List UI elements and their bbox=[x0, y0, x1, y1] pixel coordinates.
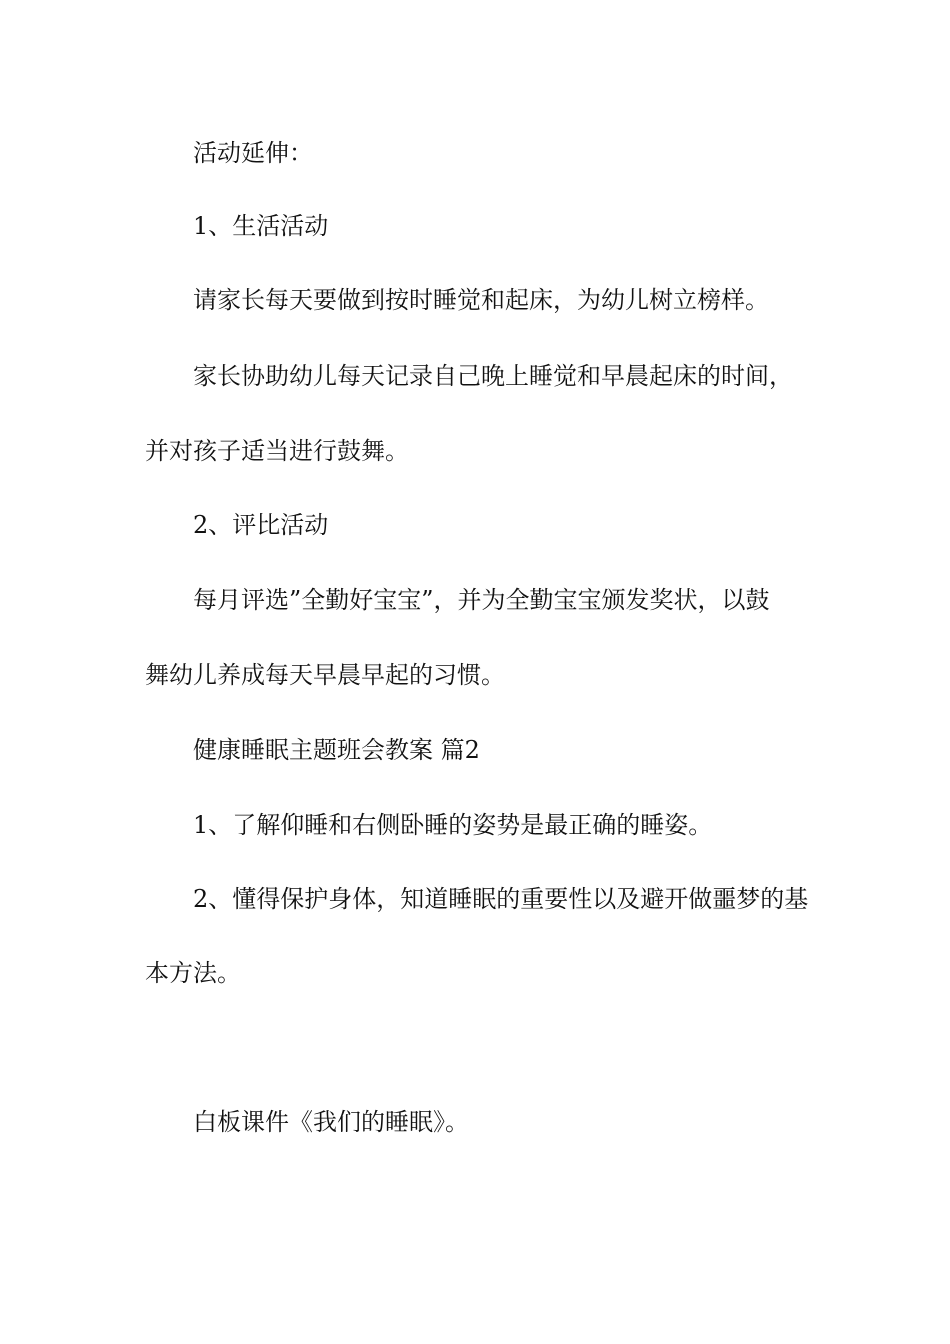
paragraph-line: 2、懂得保护身体，知道睡眠的重要性以及避开做噩梦的基 bbox=[193, 885, 809, 913]
paragraph-line: 舞幼儿养成每天早晨早起的习惯。 bbox=[145, 661, 505, 689]
paragraph-line: 本方法。 bbox=[145, 959, 241, 987]
paragraph-line: 1、了解仰睡和右侧卧睡的姿势是最正确的睡姿。 bbox=[193, 811, 713, 839]
paragraph-line: 并对孩子适当进行鼓舞。 bbox=[145, 437, 409, 465]
paragraph-line: 每月评选”全勤好宝宝”，并为全勤宝宝颁发奖状，以鼓 bbox=[193, 586, 770, 614]
paragraph-line: 家长协助幼儿每天记录自己晚上睡觉和早晨起床的时间， bbox=[193, 362, 793, 390]
section-heading: 健康睡眠主题班会教案 篇2 bbox=[193, 736, 480, 764]
paragraph-line: 白板课件《我们的睡眠》。 bbox=[193, 1108, 469, 1136]
paragraph-line: 2、评比活动 bbox=[193, 511, 329, 539]
paragraph-line: 请家长每天要做到按时睡觉和起床，为幼儿树立榜样。 bbox=[193, 286, 769, 314]
paragraph-line: 1、生活活动 bbox=[193, 212, 329, 240]
paragraph-line: 活动延伸： bbox=[193, 139, 313, 167]
